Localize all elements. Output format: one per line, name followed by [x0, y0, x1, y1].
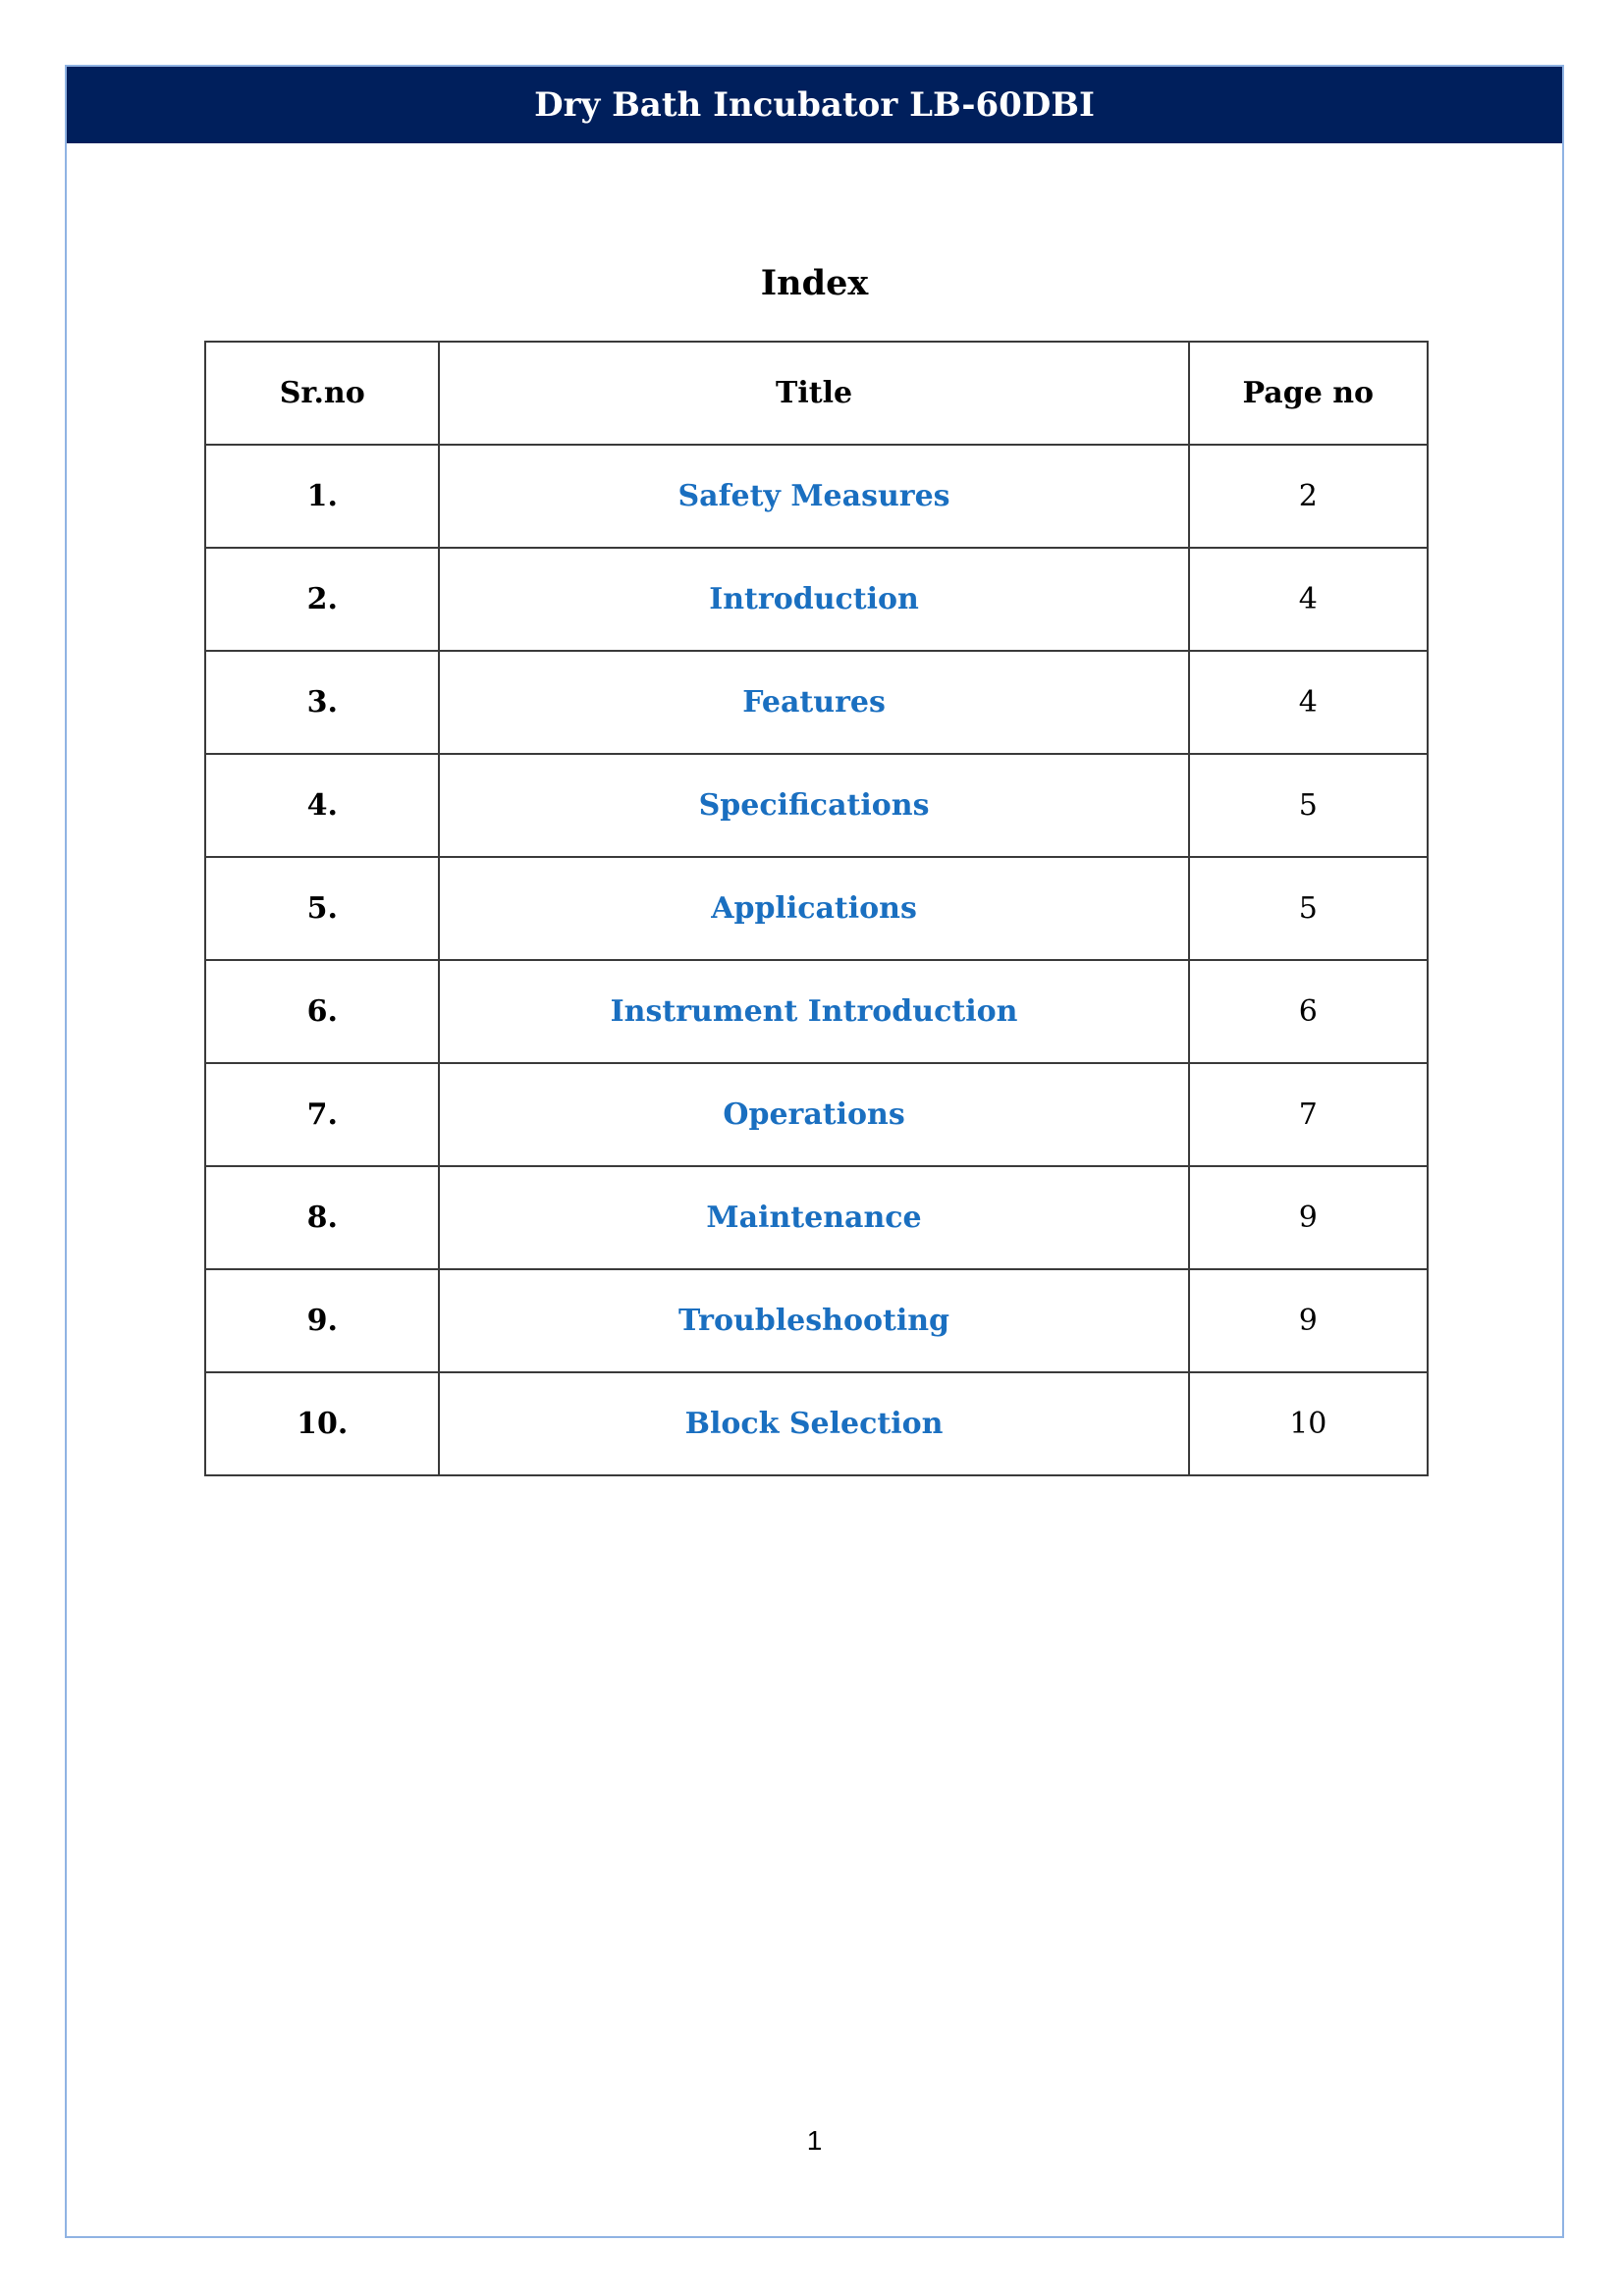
section-link-applications[interactable]: Applications — [711, 891, 917, 926]
column-header-title: Title — [439, 342, 1188, 445]
section-link-instrument-introduction[interactable]: Instrument Introduction — [610, 994, 1018, 1029]
column-header-page: Page no — [1189, 342, 1428, 445]
sr-cell: 7. — [205, 1063, 439, 1166]
title-cell — [439, 960, 1188, 1063]
sr-cell: 1. — [205, 445, 439, 548]
document-header — [67, 67, 1562, 143]
sr-cell: 10. — [205, 1372, 439, 1475]
table-row — [205, 1372, 1428, 1475]
title-cell — [439, 754, 1188, 857]
table-row — [205, 1063, 1428, 1166]
page-cell: 5 — [1189, 857, 1428, 960]
title-cell — [439, 1166, 1188, 1269]
page-cell: 4 — [1189, 548, 1428, 651]
title-cell — [439, 1269, 1188, 1372]
section-link-troubleshooting[interactable]: Troubleshooting — [678, 1304, 950, 1338]
title-cell — [439, 651, 1188, 754]
table-row — [205, 651, 1428, 754]
page-cell: 6 — [1189, 960, 1428, 1063]
table-row — [205, 1166, 1428, 1269]
title-cell — [439, 857, 1188, 960]
title-cell — [439, 1063, 1188, 1166]
page-cell: 9 — [1189, 1166, 1428, 1269]
index-heading: Index — [760, 263, 869, 303]
page-cell: 2 — [1189, 445, 1428, 548]
title-cell — [439, 548, 1188, 651]
table-row — [205, 1269, 1428, 1372]
section-link-operations[interactable]: Operations — [723, 1097, 905, 1132]
page-number: 1 — [806, 2125, 823, 2156]
title-cell — [439, 1372, 1188, 1475]
section-link-maintenance[interactable]: Maintenance — [706, 1201, 922, 1235]
page-cell: 5 — [1189, 754, 1428, 857]
page-cell: 4 — [1189, 651, 1428, 754]
table-row — [205, 548, 1428, 651]
page-cell: 10 — [1189, 1372, 1428, 1475]
page-frame — [65, 65, 1564, 2238]
document-title: Dry Bath Incubator LB-60DBI — [534, 85, 1095, 125]
page-cell: 9 — [1189, 1269, 1428, 1372]
sr-cell: 5. — [205, 857, 439, 960]
sr-cell: 6. — [205, 960, 439, 1063]
section-link-specifications[interactable]: Specifications — [698, 788, 930, 823]
column-header-sr: Sr.no — [205, 342, 439, 445]
table-row — [205, 445, 1428, 548]
sr-cell: 4. — [205, 754, 439, 857]
index-table — [204, 341, 1429, 1476]
sr-cell: 8. — [205, 1166, 439, 1269]
section-link-introduction[interactable]: Introduction — [709, 582, 919, 616]
section-link-features[interactable]: Features — [742, 685, 886, 720]
table-row — [205, 754, 1428, 857]
title-cell — [439, 445, 1188, 548]
sr-cell: 9. — [205, 1269, 439, 1372]
section-link-safety-measures[interactable]: Safety Measures — [677, 479, 950, 513]
sr-cell: 3. — [205, 651, 439, 754]
sr-cell: 2. — [205, 548, 439, 651]
table-row — [205, 857, 1428, 960]
page-cell: 7 — [1189, 1063, 1428, 1166]
table-header-row — [205, 342, 1428, 445]
section-link-block-selection[interactable]: Block Selection — [684, 1407, 944, 1441]
table-row — [205, 960, 1428, 1063]
